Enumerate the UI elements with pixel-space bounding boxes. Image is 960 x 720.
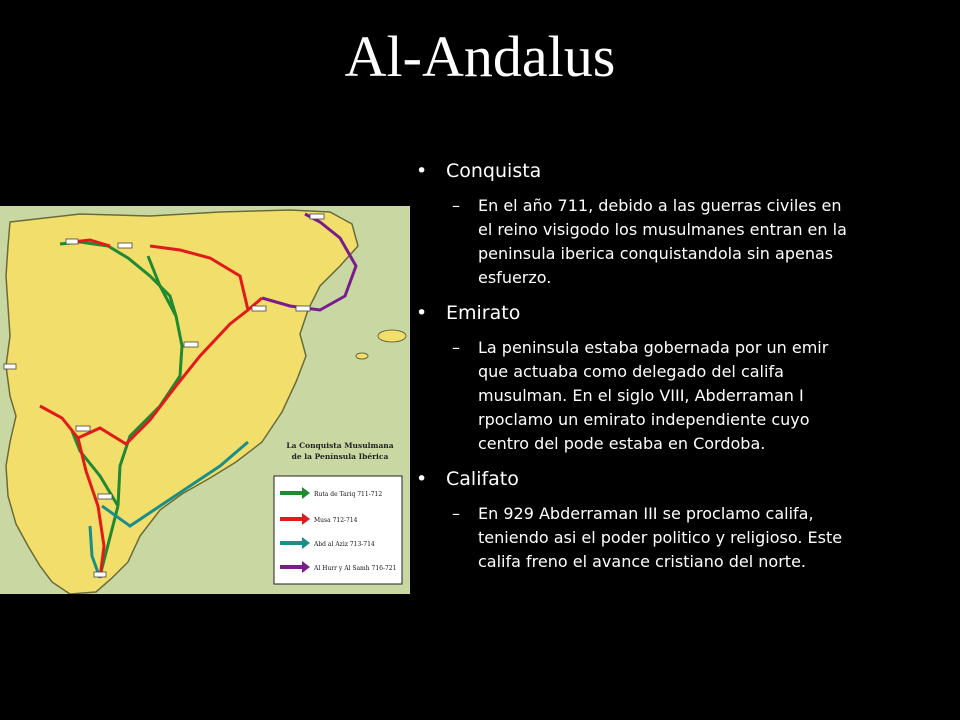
map-graphic (0, 206, 410, 594)
legend-title: La Conquista Musulmana (286, 441, 394, 450)
section-califato (410, 466, 950, 574)
legend-label-tariq: Ruta de Tariq 711-712 (314, 491, 383, 498)
sub-bullet-dash: – (452, 196, 460, 215)
text-conquista: En el año 711, debido a las guerras civiles en el reino visigodo los musulmanes entran en la peninsula iberica conquistandola sin apenas esfuerzo. (478, 196, 847, 287)
sub-bullet-dash: – (452, 504, 460, 523)
conquest-map (0, 206, 410, 594)
legend-label-musa: Musa 712-714 (314, 517, 358, 524)
heading-emirato: Emirato (446, 302, 521, 324)
bullet-dot: • (416, 468, 428, 490)
heading-califato: Califato (446, 468, 519, 490)
legend-subtitle: de la Península Ibérica (291, 452, 389, 461)
bullet-heading (410, 300, 950, 326)
bullet-dot: • (416, 160, 428, 182)
section-emirato (410, 300, 950, 456)
heading-conquista: Conquista (446, 160, 542, 182)
legend-label-abd-al-aziz: Abd al Aziz 713-714 (314, 541, 375, 548)
bullet-heading (410, 158, 950, 184)
text-califato: En 929 Abderraman III se proclamo califa, teniendo asi el poder politico y religioso. Este califa freno el avance cristiano del norte. (478, 504, 843, 571)
sub-bullet (452, 194, 858, 290)
sub-bullet (452, 336, 858, 456)
sub-bullet-dash: – (452, 338, 460, 357)
legend-label-al-hurr: Al Hurr y Al Samh 716-721 (314, 565, 397, 572)
sub-bullet (452, 502, 858, 574)
bullet-dot: • (416, 302, 428, 324)
slide-content (410, 158, 950, 584)
text-emirato: La peninsula estaba gobernada por un emir que actuaba como delegado del califa musulman. En el siglo VIII, Abderraman I rpoclamo un emirato independiente cuyo centro del pode estaba en Cordoba. (478, 338, 829, 453)
slide-title: Al-Andalus (344, 24, 616, 89)
balearic-island (378, 330, 406, 342)
balearic-island (356, 353, 368, 359)
section-conquista (410, 158, 950, 290)
bullet-heading (410, 466, 950, 492)
